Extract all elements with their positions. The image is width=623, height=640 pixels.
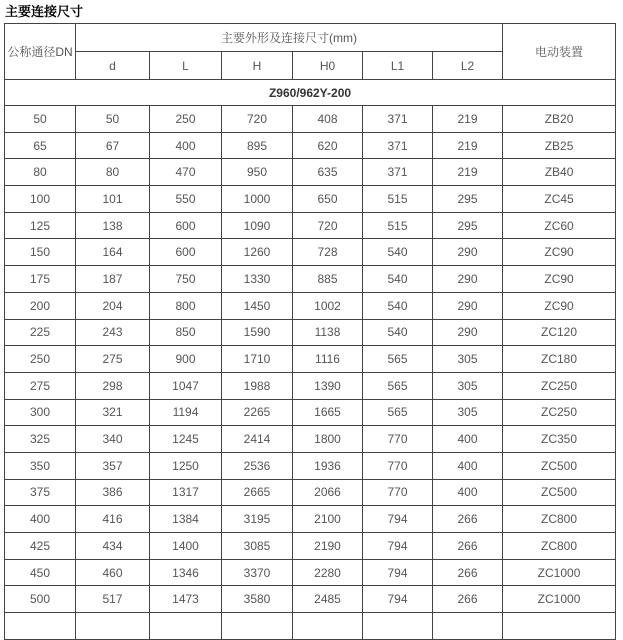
table-cell: ZB20 [503,106,616,133]
table-cell: 600 [150,212,222,239]
table-cell: 175 [5,266,76,293]
table-cell-empty [76,613,150,640]
table-cell: 266 [433,559,503,586]
table-cell-empty [5,613,76,640]
table-cell: 1384 [150,506,222,533]
table-cell: 895 [222,132,293,159]
table-cell: 1138 [293,319,363,346]
table-cell: 650 [293,186,363,213]
table-cell: 371 [363,106,433,133]
table-cell: 67 [76,132,150,159]
table-cell: 295 [433,212,503,239]
table-cell: 266 [433,506,503,533]
table-cell-empty [293,613,363,640]
table-row [5,319,616,346]
table-cell: 400 [433,426,503,453]
table-cell: 540 [363,319,433,346]
table-cell: 340 [76,426,150,453]
table-cell: 204 [76,292,150,319]
table-cell: ZC500 [503,479,616,506]
table-cell: ZC350 [503,426,616,453]
table-cell: 794 [363,506,433,533]
table-cell: 219 [433,106,503,133]
table-cell-empty [433,613,503,640]
table-cell: 325 [5,426,76,453]
table-cell: 460 [76,559,150,586]
table-cell: 101 [76,186,150,213]
col-header-l: L [150,52,222,80]
table-cell: 1390 [293,372,363,399]
table-cell: 850 [150,319,222,346]
table-cell: 321 [76,399,150,426]
table-cell: 1710 [222,346,293,373]
table-cell: 885 [293,266,363,293]
table-row [5,239,616,266]
table-cell: 450 [5,559,76,586]
table-cell: 540 [363,266,433,293]
table-cell: ZC90 [503,239,616,266]
table-cell: 1116 [293,346,363,373]
table-cell-empty [222,613,293,640]
table-cell: 620 [293,132,363,159]
table-cell: 1047 [150,372,222,399]
table-cell: 375 [5,479,76,506]
table-cell: 425 [5,533,76,560]
table-cell: 408 [293,106,363,133]
table-cell: 187 [76,266,150,293]
table-header [5,24,616,80]
table-cell: 164 [76,239,150,266]
table-cell: ZB40 [503,159,616,186]
partial-empty-row [5,613,616,640]
table-cell: 2100 [293,506,363,533]
table-cell: 1194 [150,399,222,426]
table-cell: 290 [433,292,503,319]
table-cell: ZC250 [503,399,616,426]
table-cell: 3085 [222,533,293,560]
table-cell: 200 [5,292,76,319]
table-cell: 720 [293,212,363,239]
table-cell: 100 [5,186,76,213]
table-cell: 794 [363,533,433,560]
table-cell: ZC45 [503,186,616,213]
table-cell: 243 [76,319,150,346]
table-cell: 305 [433,372,503,399]
table-cell: 1090 [222,212,293,239]
col-header-nominal-diameter: 公称通径DN [5,24,76,80]
table-cell: 950 [222,159,293,186]
table-row [5,586,616,613]
table-cell: ZC1000 [503,559,616,586]
table-cell: 125 [5,212,76,239]
table-cell: 290 [433,239,503,266]
table-cell: 434 [76,533,150,560]
table-cell: 1260 [222,239,293,266]
table-row [5,426,616,453]
table-cell: 1473 [150,586,222,613]
table-cell: 635 [293,159,363,186]
table-cell: 80 [76,159,150,186]
table-cell: 770 [363,426,433,453]
col-group-header-dimensions: 主要外形及连接尺寸(mm) [76,24,503,52]
table-row [5,559,616,586]
table-cell: 800 [150,292,222,319]
col-header-l2: L2 [433,52,503,80]
table-cell: 770 [363,452,433,479]
table-cell: 1400 [150,533,222,560]
table-cell: 1590 [222,319,293,346]
table-cell: 1450 [222,292,293,319]
table-cell: 400 [5,506,76,533]
table-row [5,159,616,186]
table-cell: 371 [363,132,433,159]
table-cell: 250 [5,346,76,373]
table-cell: ZC1000 [503,586,616,613]
table-cell: 900 [150,346,222,373]
table-cell: 1330 [222,266,293,293]
table-cell: 305 [433,399,503,426]
table-cell: 290 [433,266,503,293]
table-cell: 1346 [150,559,222,586]
table-cell: 750 [150,266,222,293]
table-cell: 275 [5,372,76,399]
table-cell: ZC90 [503,266,616,293]
table-cell: 515 [363,212,433,239]
table-cell: 266 [433,586,503,613]
table-row [5,399,616,426]
table-row [5,106,616,133]
table-cell: 1000 [222,186,293,213]
table-cell: 357 [76,452,150,479]
table-cell: 3195 [222,506,293,533]
table-cell: 50 [76,106,150,133]
table-cell: 794 [363,586,433,613]
table-cell: 400 [433,452,503,479]
table-cell: 2066 [293,479,363,506]
table-cell: 275 [76,346,150,373]
table-cell: 1665 [293,399,363,426]
table-cell: ZC800 [503,506,616,533]
table-cell: 470 [150,159,222,186]
table-cell: ZB25 [503,132,616,159]
table-cell-empty [150,613,222,640]
table-cell: ZC180 [503,346,616,373]
table-cell: 1245 [150,426,222,453]
table-cell: 290 [433,319,503,346]
table-cell: 540 [363,239,433,266]
table-cell: 1936 [293,452,363,479]
table-cell: 305 [433,346,503,373]
table-row [5,212,616,239]
table-cell: 550 [150,186,222,213]
table-cell: 770 [363,479,433,506]
table-cell: 720 [222,106,293,133]
table-cell: 219 [433,159,503,186]
table-body [5,80,616,640]
table-cell: 300 [5,399,76,426]
table-row [5,346,616,373]
table-cell: 1800 [293,426,363,453]
table-row [5,292,616,319]
model-series-label: Z960/962Y-200 [5,80,616,106]
table-cell: 138 [76,212,150,239]
table-cell: 1317 [150,479,222,506]
table-cell: 416 [76,506,150,533]
table-row [5,479,616,506]
table-row [5,452,616,479]
table-cell: 371 [363,159,433,186]
table-cell: 295 [433,186,503,213]
col-header-h: H [222,52,293,80]
table-cell: ZC90 [503,292,616,319]
table-cell: 2190 [293,533,363,560]
table-cell: 266 [433,533,503,560]
table-cell: ZC250 [503,372,616,399]
table-cell: 2536 [222,452,293,479]
table-cell: 1002 [293,292,363,319]
table-cell: 350 [5,452,76,479]
table-cell: 600 [150,239,222,266]
table-cell: 540 [363,292,433,319]
table-cell: 1988 [222,372,293,399]
table-cell: 150 [5,239,76,266]
table-cell: 515 [363,186,433,213]
model-series-row [5,80,616,106]
table-cell: 2485 [293,586,363,613]
table-cell: ZC500 [503,452,616,479]
table-cell: 50 [5,106,76,133]
table-cell-empty [363,613,433,640]
table-cell: 400 [433,479,503,506]
table-cell: 298 [76,372,150,399]
col-header-electric-device: 电动装置 [503,24,616,80]
table-cell: 500 [5,586,76,613]
col-header-d: d [76,52,150,80]
col-header-l1: L1 [363,52,433,80]
table-cell: 565 [363,346,433,373]
table-cell: 250 [150,106,222,133]
table-row [5,132,616,159]
table-cell: 2414 [222,426,293,453]
table-cell: ZC800 [503,533,616,560]
table-cell: 2280 [293,559,363,586]
table-cell: 3370 [222,559,293,586]
table-cell: 517 [76,586,150,613]
table-cell: 65 [5,132,76,159]
table-cell: 400 [150,132,222,159]
table-cell: 219 [433,132,503,159]
page-title: 主要连接尺寸 [5,4,84,19]
table-cell: 728 [293,239,363,266]
col-header-h0: H0 [293,52,363,80]
table-cell: 565 [363,399,433,426]
table-cell: 565 [363,372,433,399]
dimension-spec-table [4,23,616,640]
table-row [5,533,616,560]
table-cell: ZC60 [503,212,616,239]
table-cell: 80 [5,159,76,186]
table-cell: ZC120 [503,319,616,346]
table-cell: 2665 [222,479,293,506]
table-row [5,186,616,213]
table-cell: 3580 [222,586,293,613]
table-row [5,372,616,399]
table-row [5,506,616,533]
table-cell: 386 [76,479,150,506]
table-row [5,266,616,293]
table-cell: 794 [363,559,433,586]
table-cell: 225 [5,319,76,346]
table-cell: 2265 [222,399,293,426]
table-cell-empty [503,613,616,640]
table-cell: 1250 [150,452,222,479]
header-row-1 [5,24,616,52]
